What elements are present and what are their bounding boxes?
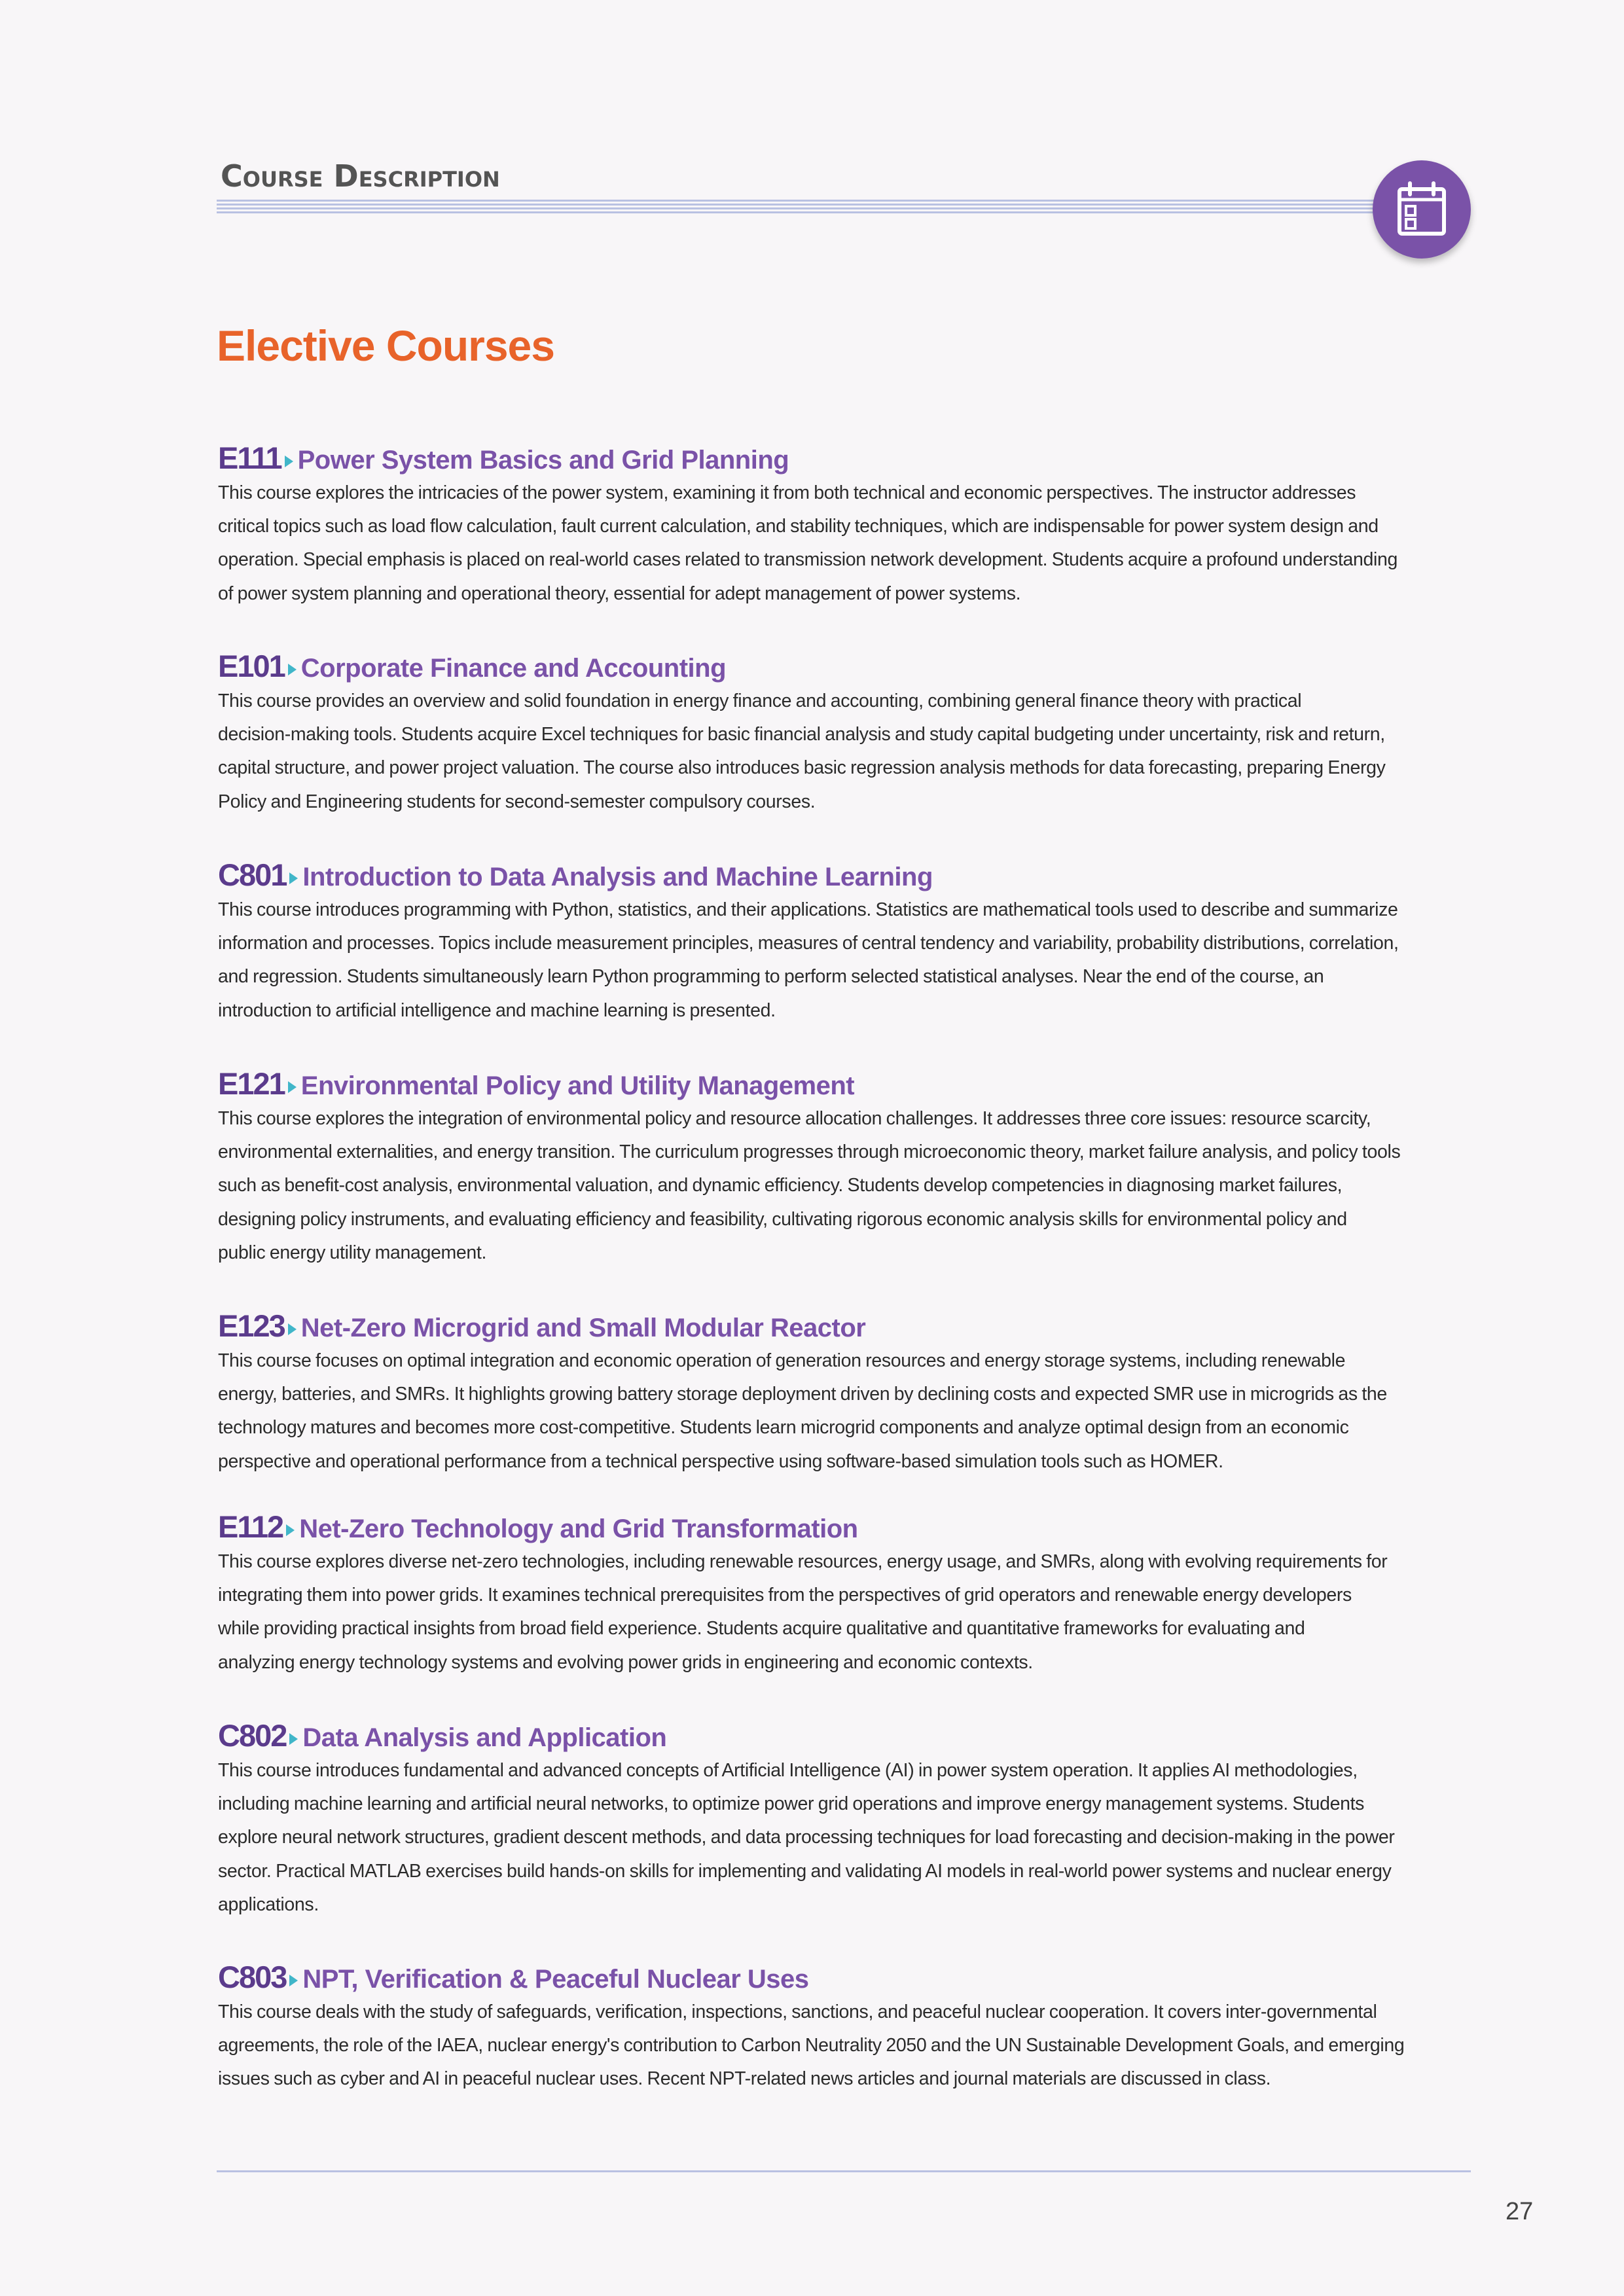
description-line: perspective and operational performance from a technical perspective using software-based simulation tools such as HOMER. [218, 1450, 1223, 1472]
course-header [218, 857, 1468, 893]
description-line: Policy and Engineering students for second-semester compulsory courses. [218, 791, 816, 812]
description-line: environmental externalities, and energy transition. The curriculum progresses through microeconomic theory, market failure analysis, and policy tools [218, 1141, 1401, 1163]
course-item [218, 1717, 1468, 1922]
description-line: sector. Practical MATLAB exercises build hands-on skills for implementing and validating AI models in real-world power systems and nuclear energy [218, 1860, 1392, 1882]
course-title: Environmental Policy and Utility Management [300, 1071, 855, 1100]
course-item [218, 1308, 1468, 1479]
description-line: such as benefit-cost analysis, environmental valuation, and dynamic efficiency. Students develop competencies in diagnosing market failures, [218, 1175, 1343, 1196]
triangle-bullet-icon [286, 1524, 295, 1536]
description-line: This course explores the intricacies of the power system, examining it from both technical and economic perspectives. The instructor addresses [218, 482, 1356, 503]
description-line: energy, batteries, and SMRs. It highlights growing battery storage deployment driven by declining costs and expected SMR use in microgrids as the [218, 1384, 1387, 1405]
triangle-bullet-icon [285, 456, 293, 467]
description-line: operation. Special emphasis is placed on real-world cases related to transmission network development. Students acquire a profound understanding [218, 549, 1398, 571]
course-description [218, 1754, 1468, 1922]
course-title: Introduction to Data Analysis and Machine Learning [302, 863, 933, 891]
description-line: designing policy instruments, and evaluating efficiency and feasibility, cultivating rigorous economic analysis skills for environmental policy and [218, 1208, 1347, 1230]
page-number: 27 [1506, 2198, 1534, 2225]
course-code: C802 [218, 1718, 287, 1753]
section-title: Course Description [221, 158, 500, 194]
course-item [218, 1066, 1468, 1270]
description-line: agreements, the role of the IAEA, nuclear energy's contribution to Carbon Neutrality 2050 and the UN Sustainable Development Goals, and emerging [218, 2035, 1405, 2056]
description-line: This course introduces programming with Python, statistics, and their applications. Statistics are mathematical tools used to describe and summarize [218, 899, 1398, 920]
description-line: integrating them into power grids. It examines technical prerequisites from the perspectives of grid operators and renewable energy developers [218, 1585, 1352, 1606]
description-line: applications. [218, 1893, 319, 1915]
description-line: of power system planning and operational theory, essential for adept management of power systems. [218, 583, 1021, 604]
course-code: E123 [218, 1308, 285, 1343]
description-line: issues such as cyber and AI in peaceful nuclear uses. Recent NPT-related news articles and journal materials are discussed in class. [218, 2068, 1271, 2090]
course-description [218, 476, 1468, 611]
course-header [218, 1717, 1468, 1754]
description-line: information and processes. Topics include measurement principles, measures of central tendency and variability, probability distributions, correlation, [218, 933, 1399, 954]
header-rule [217, 200, 1395, 215]
course-code: E121 [218, 1066, 285, 1101]
course-code: E101 [218, 649, 285, 683]
triangle-bullet-icon [289, 1733, 298, 1745]
course-description [218, 893, 1468, 1028]
description-line: including machine learning and artificial neural networks, to optimize power grid operations and improve energy management systems. Students [218, 1793, 1365, 1815]
description-line: explore neural network structures, gradient descent methods, and data processing techniques for load forecasting and decision-making in the power [218, 1827, 1395, 1848]
description-line: capital structure, and power project valuation. The course also introduces basic regression analysis methods for data forecasting, preparing Energy [218, 757, 1386, 779]
course-title: NPT, Verification & Peaceful Nuclear Uses [302, 1965, 809, 1994]
footer-rule [217, 2170, 1471, 2172]
course-header [218, 1509, 1468, 1545]
course-header [218, 1308, 1468, 1344]
triangle-bullet-icon [288, 664, 297, 675]
course-description [218, 1996, 1468, 2096]
description-line: This course explores the integration of environmental policy and resource allocation challenges. It addresses three core issues: resource scarcity, [218, 1108, 1371, 1129]
description-line: critical topics such as load flow calculation, fault current calculation, and stability techniques, which are indispensable for power system design and [218, 516, 1379, 537]
page-heading: Elective Courses [217, 321, 554, 370]
description-line: This course provides an overview and solid foundation in energy finance and accounting, combining general finance theory with practical [218, 691, 1302, 711]
course-header [218, 648, 1468, 685]
course-code: C803 [218, 1960, 287, 1994]
description-line: and regression. Students simultaneously learn Python programming to perform selected statistical analyses. Near the end of the course, an [218, 966, 1324, 988]
description-line: technology matures and becomes more cost-competitive. Students learn microgrid components and analyze optimal design from an economic [218, 1417, 1349, 1439]
calendar-icon [1396, 181, 1448, 238]
course-item [218, 440, 1468, 611]
triangle-bullet-icon [288, 1323, 297, 1335]
course-description [218, 1102, 1468, 1270]
course-header [218, 1959, 1468, 1996]
course-header [218, 440, 1468, 476]
description-line: This course explores diverse net-zero technologies, including renewable resources, energy usage, and SMRs, along with evolving requirements for [218, 1551, 1388, 1572]
triangle-bullet-icon [288, 1081, 297, 1093]
course-item [218, 1959, 1468, 2096]
description-line: This course focuses on optimal integration and economic operation of generation resources and energy storage systems, including renewable [218, 1350, 1346, 1371]
course-description [218, 685, 1468, 819]
course-description [218, 1545, 1468, 1679]
description-line: This course deals with the study of safeguards, verification, inspections, sanctions, and peaceful nuclear cooperation. It covers inter-governmental [218, 2001, 1377, 2022]
course-title: Data Analysis and Application [302, 1723, 667, 1752]
description-line: analyzing energy technology systems and evolving power grids in engineering and economic contexts. [218, 1651, 1033, 1673]
description-line: introduction to artificial intelligence and machine learning is presented. [218, 999, 776, 1021]
triangle-bullet-icon [289, 872, 298, 884]
calendar-badge [1373, 160, 1471, 259]
description-line: while providing practical insights from broad field experience. Students acquire qualitative and quantitative frameworks for evaluating and [218, 1618, 1305, 1640]
course-item [218, 857, 1468, 1028]
course-code: C801 [218, 857, 287, 892]
description-line: This course introduces fundamental and advanced concepts of Artificial Intelligence (AI) in power system operation. It applies AI methodologies, [218, 1760, 1358, 1781]
section-header [217, 157, 1471, 223]
course-code: E111 [218, 440, 281, 475]
course-description [218, 1344, 1468, 1479]
course-header [218, 1066, 1468, 1102]
triangle-bullet-icon [289, 1975, 298, 1986]
course-title: Net-Zero Technology and Grid Transformation [299, 1515, 858, 1543]
description-line: public energy utility management. [218, 1242, 487, 1263]
course-title: Corporate Finance and Accounting [300, 654, 727, 683]
description-line: decision-making tools. Students acquire Excel techniques for basic financial analysis and study capital budgeting under uncertainty, risk and return, [218, 724, 1385, 745]
course-item [218, 648, 1468, 819]
course-title: Power System Basics and Grid Planning [297, 446, 789, 475]
course-item [218, 1509, 1468, 1679]
course-code: E112 [218, 1509, 283, 1544]
course-title: Net-Zero Microgrid and Small Modular Reactor [300, 1314, 866, 1342]
